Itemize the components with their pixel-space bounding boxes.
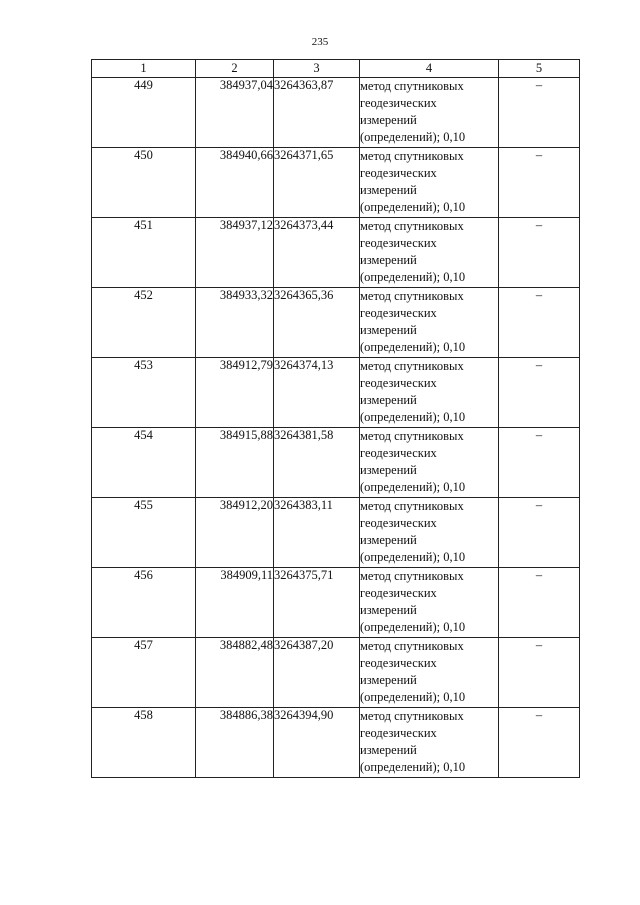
x-coordinate-cell: 384933,32 (196, 288, 274, 358)
method-line: (определений); 0,10 (360, 200, 466, 214)
point-number-cell: 451 (92, 218, 196, 288)
method-line: (определений); 0,10 (360, 760, 466, 774)
point-number-cell: 458 (92, 708, 196, 778)
method-cell (360, 148, 499, 218)
method-line: геодезических (360, 96, 437, 110)
x-coordinate-cell: 384940,66 (196, 148, 274, 218)
note-cell: – (499, 568, 580, 638)
method-line: (определений); 0,10 (360, 480, 466, 494)
table-row (92, 78, 580, 148)
method-line: метод спутниковых (360, 639, 464, 653)
method-line: измерений (360, 113, 417, 127)
method-cell (360, 288, 499, 358)
column-header: 4 (360, 60, 499, 78)
y-coordinate-cell: 3264365,36 (274, 288, 360, 358)
page-number: 235 (311, 36, 329, 48)
method-cell (360, 638, 499, 708)
note-cell: – (499, 498, 580, 568)
method-line: геодезических (360, 726, 437, 740)
y-coordinate-cell: 3264373,44 (274, 218, 360, 288)
method-line: геодезических (360, 166, 437, 180)
method-line: (определений); 0,10 (360, 130, 466, 144)
method-cell (360, 358, 499, 428)
table-row (92, 288, 580, 358)
point-number-cell: 453 (92, 358, 196, 428)
method-line: измерений (360, 463, 417, 477)
method-line: геодезических (360, 656, 437, 670)
point-number-cell: 452 (92, 288, 196, 358)
method-cell (360, 498, 499, 568)
y-coordinate-cell: 3264371,65 (274, 148, 360, 218)
x-coordinate-cell: 384937,04 (196, 78, 274, 148)
method-line: метод спутниковых (360, 79, 464, 93)
method-line: измерений (360, 393, 417, 407)
method-line: геодезических (360, 586, 437, 600)
method-line: (определений); 0,10 (360, 410, 466, 424)
point-number-cell: 449 (92, 78, 196, 148)
column-header: 1 (92, 60, 196, 78)
note-cell: – (499, 358, 580, 428)
method-line: измерений (360, 183, 417, 197)
method-line: метод спутниковых (360, 289, 464, 303)
x-coordinate-cell: 384882,48 (196, 638, 274, 708)
table-header-row (92, 60, 580, 78)
x-coordinate-cell: 384886,38 (196, 708, 274, 778)
point-number-cell: 450 (92, 148, 196, 218)
method-line: (определений); 0,10 (360, 270, 466, 284)
table-row (92, 568, 580, 638)
table-row (92, 638, 580, 708)
method-line: (определений); 0,10 (360, 550, 466, 564)
method-line: геодезических (360, 236, 437, 250)
y-coordinate-cell: 3264394,90 (274, 708, 360, 778)
point-number-cell: 454 (92, 428, 196, 498)
method-line: геодезических (360, 446, 437, 460)
method-line: метод спутниковых (360, 569, 464, 583)
method-line: измерений (360, 673, 417, 687)
y-coordinate-cell: 3264383,11 (274, 498, 360, 568)
x-coordinate-cell: 384915,88 (196, 428, 274, 498)
y-coordinate-cell: 3264381,58 (274, 428, 360, 498)
note-cell: – (499, 638, 580, 708)
method-line: метод спутниковых (360, 429, 464, 443)
y-coordinate-cell: 3264374,13 (274, 358, 360, 428)
method-cell (360, 428, 499, 498)
note-cell: – (499, 288, 580, 358)
x-coordinate-cell: 384912,79 (196, 358, 274, 428)
note-cell: – (499, 428, 580, 498)
x-coordinate-cell: 384937,12 (196, 218, 274, 288)
note-cell: – (499, 78, 580, 148)
column-header: 5 (499, 60, 580, 78)
method-cell (360, 218, 499, 288)
table-row (92, 498, 580, 568)
method-line: геодезических (360, 306, 437, 320)
method-cell (360, 708, 499, 778)
method-line: метод спутниковых (360, 149, 464, 163)
method-line: измерений (360, 533, 417, 547)
method-line: измерений (360, 743, 417, 757)
method-line: геодезических (360, 376, 437, 390)
table-body (92, 78, 580, 778)
method-line: (определений); 0,10 (360, 620, 466, 634)
method-line: геодезических (360, 516, 437, 530)
table-row (92, 428, 580, 498)
y-coordinate-cell: 3264387,20 (274, 638, 360, 708)
note-cell: – (499, 148, 580, 218)
x-coordinate-cell: 384912,20 (196, 498, 274, 568)
table-row (92, 708, 580, 778)
method-line: измерений (360, 603, 417, 617)
table-row (92, 358, 580, 428)
method-cell (360, 78, 499, 148)
column-header: 2 (196, 60, 274, 78)
point-number-cell: 457 (92, 638, 196, 708)
method-line: измерений (360, 253, 417, 267)
method-line: метод спутниковых (360, 219, 464, 233)
coordinates-table (91, 59, 580, 778)
method-line: (определений); 0,10 (360, 340, 466, 354)
note-cell: – (499, 218, 580, 288)
method-line: метод спутниковых (360, 499, 464, 513)
table-row (92, 148, 580, 218)
method-line: метод спутниковых (360, 359, 464, 373)
note-cell: – (499, 708, 580, 778)
column-header: 3 (274, 60, 360, 78)
x-coordinate-cell: 384909,11 (196, 568, 274, 638)
y-coordinate-cell: 3264363,87 (274, 78, 360, 148)
method-line: измерений (360, 323, 417, 337)
method-line: (определений); 0,10 (360, 690, 466, 704)
point-number-cell: 456 (92, 568, 196, 638)
table-row (92, 218, 580, 288)
y-coordinate-cell: 3264375,71 (274, 568, 360, 638)
method-line: метод спутниковых (360, 709, 464, 723)
method-cell (360, 568, 499, 638)
point-number-cell: 455 (92, 498, 196, 568)
